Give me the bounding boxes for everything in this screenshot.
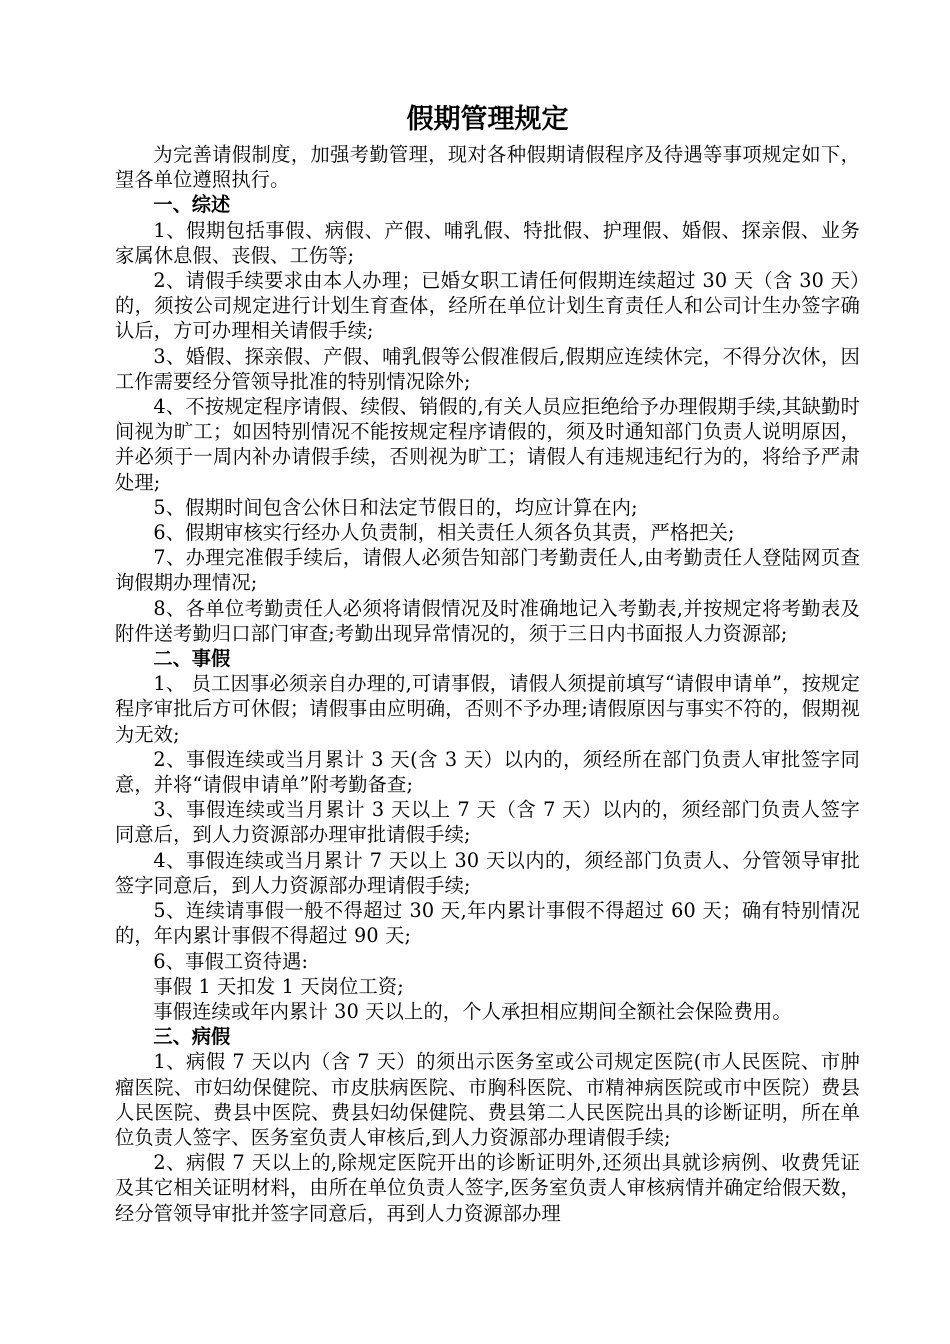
section-heading: 三、病假	[153, 1025, 231, 1049]
paragraph: 5、连续请事假一般不得超过 30 天,年内累计事假不得超过 60 天；确有特别情况的，年内累计事假不得超过 90 天;	[115, 899, 860, 948]
section-heading: 一、综述	[153, 193, 231, 217]
document-title: 假期管理规定	[406, 104, 569, 135]
paragraph: 8、各单位考勤责任人必须将请假情况及时准确地记入考勤表,并按规定将考勤表及附件送考勤归口部门审查;考勤出现异常情况的，须于三日内书面报人力资源部;	[115, 596, 860, 645]
paragraph: 1、 员工因事必须亲自办理的,可请事假，请假人须提前填写“请假申请单”，按规定程序审批后方可休假；请假事由应明确，否则不予办理;请假原因与事实不符的，假期视为无效;	[115, 672, 860, 746]
paragraph: 事假连续或年内累计 30 天以上的，个人承担相应期间全额社会保险费用。	[153, 999, 792, 1023]
paragraph: 事假 1 天扣发 1 天岗位工资;	[153, 974, 404, 998]
document-page	[115, 92, 860, 1226]
paragraph: 1、假期包括事假、病假、产假、哺乳假、特批假、护理假、婚假、探亲假、业务家属休息假、丧假、工伤等;	[115, 218, 860, 267]
section-personal-leave	[115, 646, 860, 1024]
section-overview	[115, 192, 860, 646]
paragraph: 6、假期审核实行经办人负责制，相关责任人须各负其责，严格把关;	[153, 521, 735, 545]
section-sick-leave	[115, 1024, 860, 1226]
paragraph: 7、办理完准假手续后，请假人必须告知部门考勤责任人,由考勤责任人登陆网页查询假期办理情况;	[115, 546, 860, 595]
paragraph: 4、事假连续或当月累计 7 天以上 30 天以内的，须经部门负责人、分管领导审批签字同意后，到人力资源部办理请假手续;	[115, 848, 860, 897]
paragraph: 2、病假 7 天以上的,除规定医院开出的诊断证明外,还须出具就诊病例、收费凭证及其它相关证明材料，由所在单位负责人签字,医务室负责人审核病情并确定给假天数，经分管领导审批并签字同意后，再到人力资源部办理	[115, 1151, 860, 1225]
paragraph: 3、婚假、探亲假、产假、哺乳假等公假准假后,假期应连续休完，不得分次休，因工作需要经分管领导批准的特别情况除外;	[115, 344, 860, 393]
paragraph: 1、病假 7 天以内（含 7 天）的须出示医务室或公司规定医院(市人民医院、市肿瘤医院、市妇幼保健院、市皮肤病医院、市胸科医院、市精神病医院或市中医院）费县人民医院、费县中医院、费县妇幼保健院、费县第二人民医院出具的诊断证明，所在单位负责人签字、医务室负责人审核后,到人力资源部办理请假手续;	[115, 1050, 860, 1149]
paragraph: 4、不按规定程序请假、续假、销假的,有关人员应拒绝给予办理假期手续,其缺勤时间视为旷工；如因特别情况不能按规定程序请假的，须及时通知部门负责人说明原因，并必须于一周内补办请假手续，否则视为旷工；请假人有违规违纪行为的，将给予严肃处理;	[115, 395, 860, 494]
paragraph: 5、假期时间包含公休日和法定节假日的，均应计算在内;	[153, 495, 638, 519]
paragraph: 3、事假连续或当月累计 3 天以上 7 天（含 7 天）以内的，须经部门负责人签字同意后，到人力资源部办理审批请假手续;	[115, 798, 860, 847]
paragraph: 6、事假工资待遇:	[153, 949, 309, 973]
paragraph: 2、请假手续要求由本人办理；已婚女职工请任何假期连续超过 30 天（含 30 天）的，须按公司规定进行计划生育查体，经所在单位计划生育责任人和公司计生办签字确认后，方可办理相关请假手续;	[115, 269, 860, 343]
paragraph: 2、事假连续或当月累计 3 天(含 3 天）以内的，须经所在部门负责人审批签字同意，并将“请假申请单”附考勤备查;	[115, 747, 860, 797]
section-heading: 二、事假	[153, 647, 231, 671]
intro-paragraph: 为完善请假制度，加强考勤管理，现对各种假期请假程序及待遇等事项规定如下，望各单位遵照执行。	[115, 143, 860, 192]
